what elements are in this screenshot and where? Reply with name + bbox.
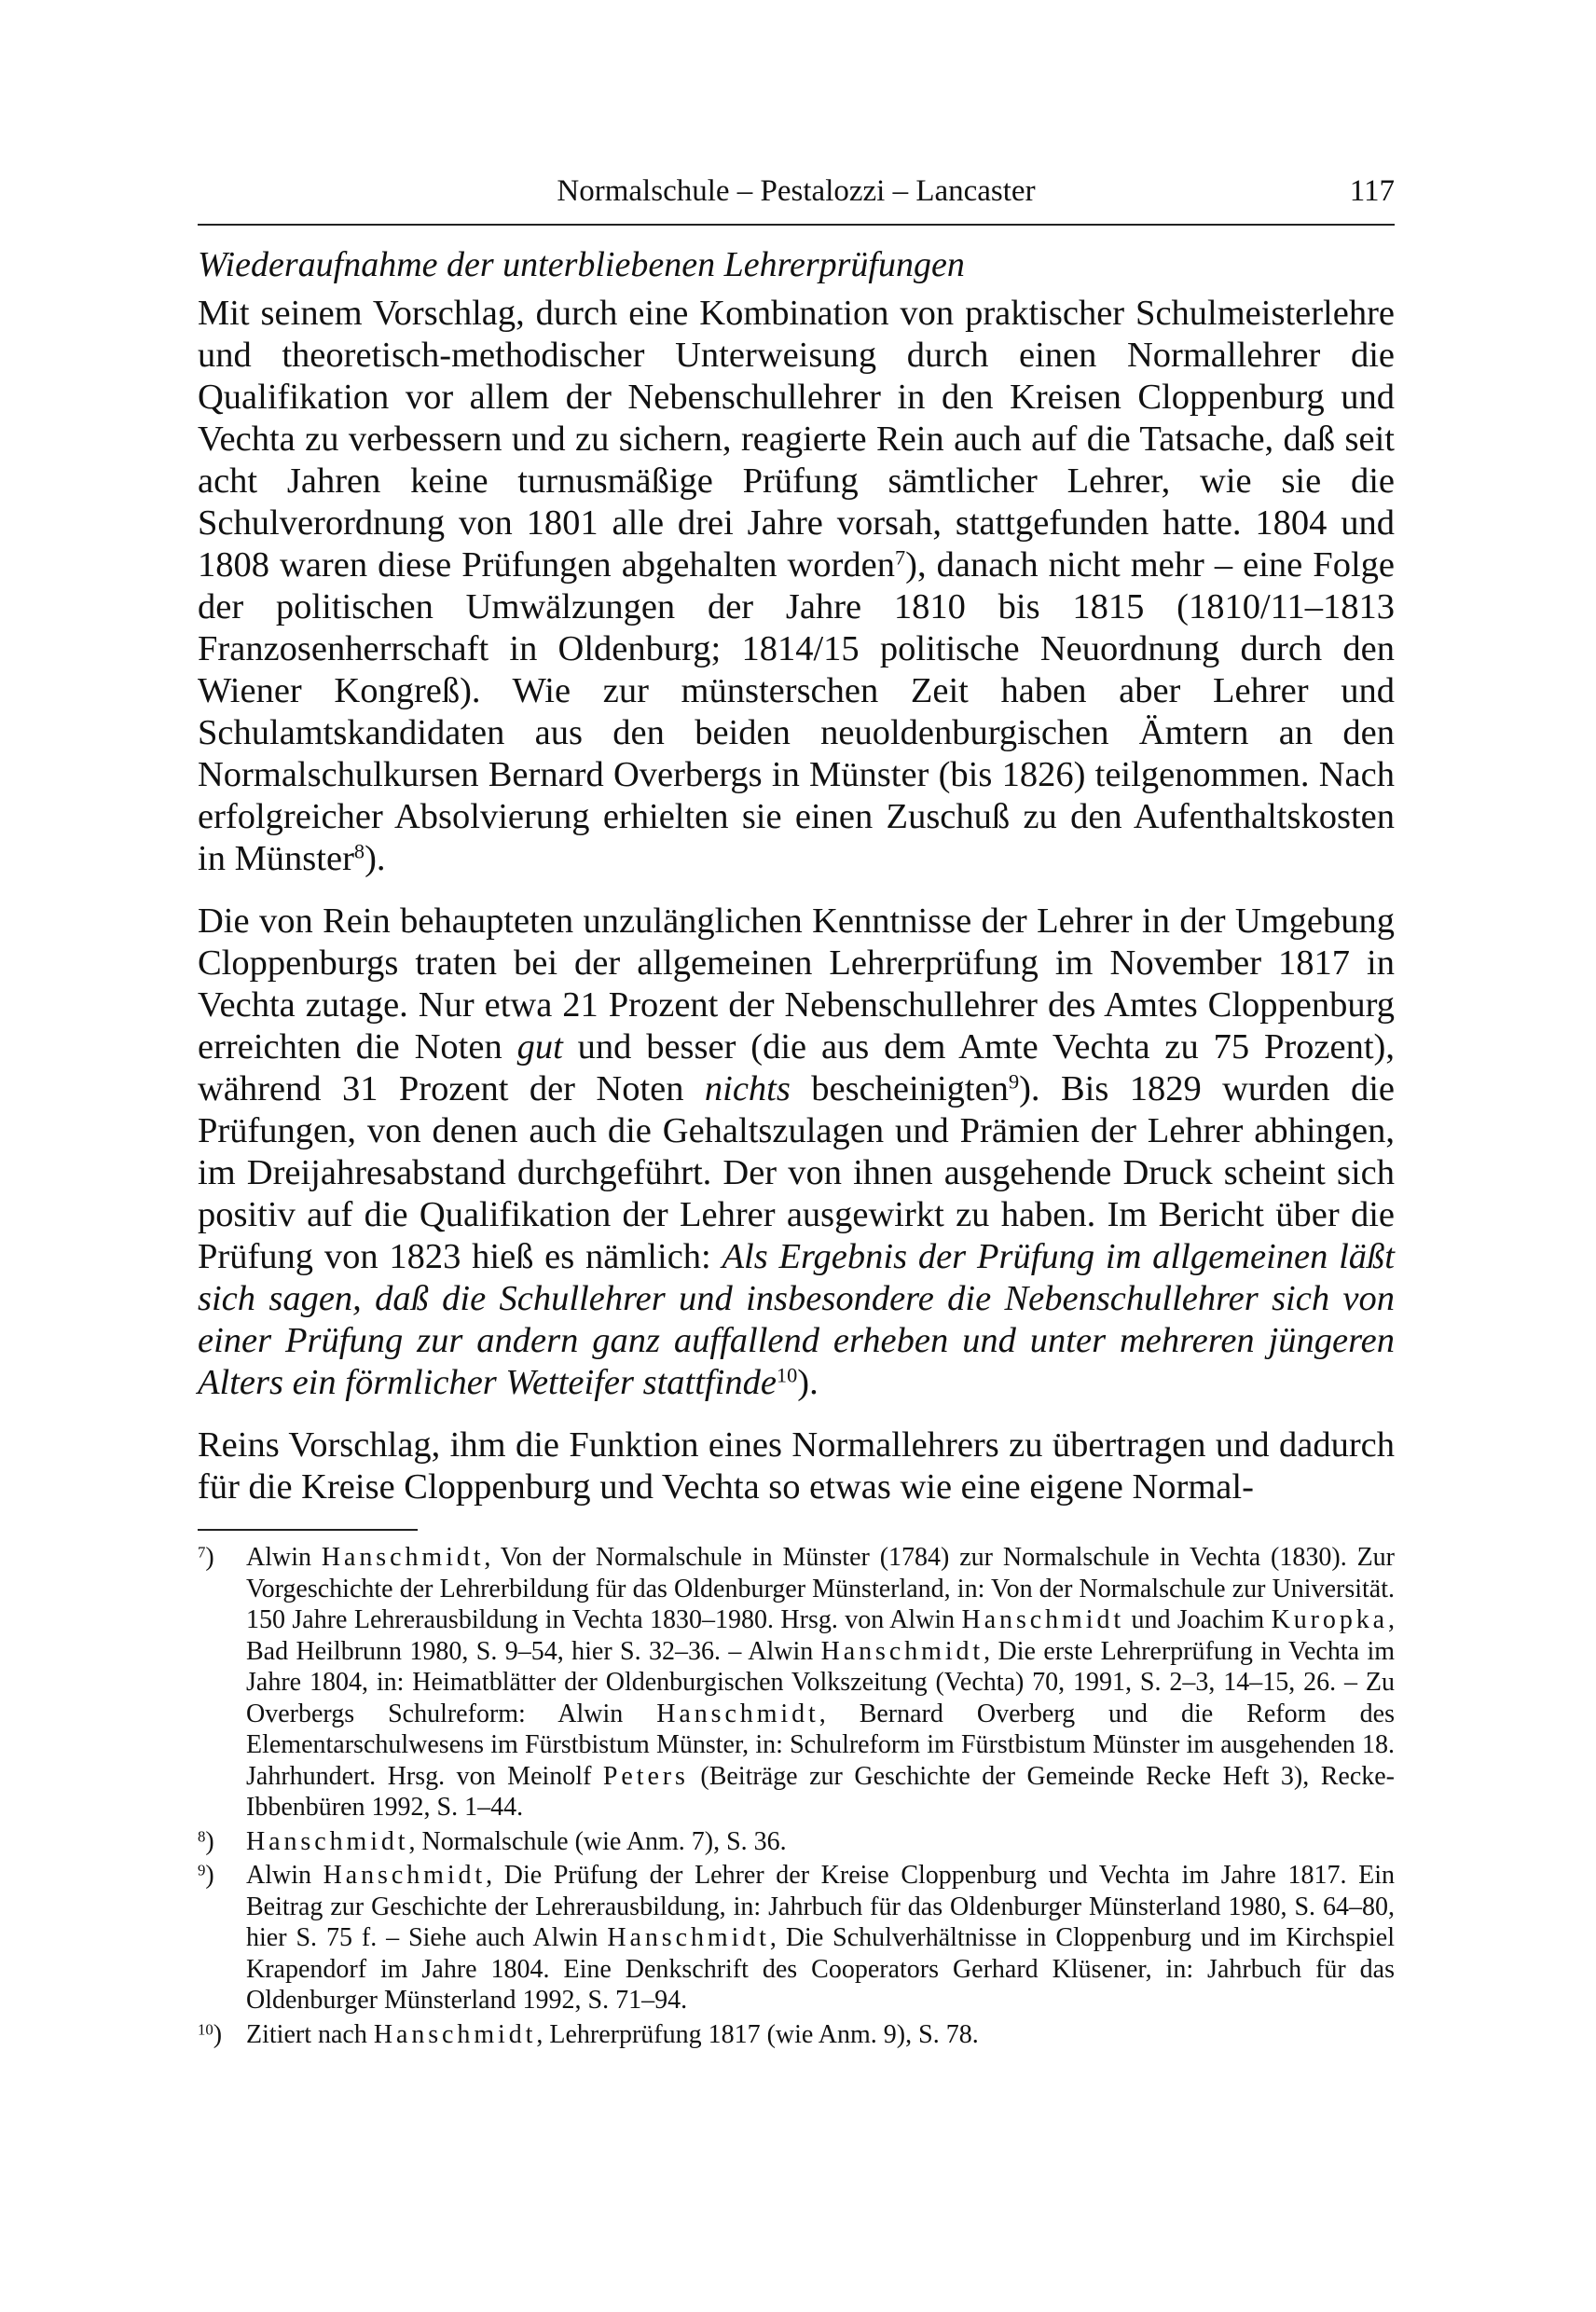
footnote-8 [198,1826,1395,1858]
text-run: Mit seinem Vorschlag, durch eine Kombination von praktischer Schulmeisterlehre und theoretisch-methodischer Unterweisung durch einen Normallehrer die Qualifikation vor allem der Nebenschullehrer in den Kreisen Cloppenburg und Vechta zu verbessern und zu sichern, reagierte Rein auch auf die Tatsache, daß seit acht Jahren keine turnusmäßige Prüfung sämtlicher Lehrer, wie sie die Schulverordnung von 1801 alle drei Jahre vorsah, stattgefunden hatte. 1804 und 1808 waren diese Prüfungen abgehalten worden [198,294,1395,585]
text-run: , Lehrerprüfung 1817 (wie Anm. 9), S. 78. [536,2019,979,2049]
footnote-marker: $^9$) [198,1861,214,1890]
author-name: Kuropka [1271,1605,1389,1634]
text-run: , Die erste Lehrerprüfung in Vechta im Jahre 1804, in: Heimatblätter der Oldenburgischen Volkszeitung (Vechta) 70, 1991, S. 2–3, 14–15, 26. – Zu Overbergs Schulreform: Alwin [246,1636,1395,1728]
text-run: ). Bis 1829 wurden die Prüfungen, von denen auch die Gehaltszulagen und Prämien der Lehrer abhingen, im Dreijahresabstand durchgeführt. Der von ihnen ausgehende Druck scheint sich positiv auf die Qualifikation der Lehrer ausgewirkt zu haben. Im Bericht über die Prüfung von 1823 hieß es nämlich: [198,1069,1395,1276]
text-run: und Joachim [1124,1605,1272,1634]
author-name: Hanschmidt [607,1923,770,1952]
main-text [198,241,1395,1508]
text-run: ). [365,839,386,878]
text-run: (Beiträge zur Geschichte der Gemeinde Recke Heft 3), Recke-Ibbenbüren 1992, S. 1–44. [246,1761,1396,1822]
author-name: Hanschmidt [820,1636,984,1666]
author-name: Hanschmidt [323,1861,487,1890]
running-head-title: Normalschule – Pestalozzi – Lancaster [557,174,1036,208]
footnote-10 [198,2019,1395,2051]
footnote-reference-7: 7 [894,545,906,570]
emphasis: nichts [704,1069,791,1108]
footnote-reference-9: 9 [1008,1069,1020,1094]
text-run: Reins Vorschlag, ihm die Funktion eines Normallehrers zu übertragen und dadurch für die Kreise Cloppenburg und Vechta so etwas wie eine eigene Normal- [198,1425,1395,1507]
text-run: ), danach nicht mehr – eine Folge der politischen Umwälzungen der Jahre 1810 bis 1815 (1810/11–1813 Franzosenherrschaft in Oldenburg; 1814/15 politische Neuordnung durch den Wiener Kongreß). Wie zur münsterschen Zeit haben aber Lehrer und Schulamtskandidaten aus den beiden neuoldenburgischen Ämtern an den Normalschulkursen Bernard Overbergs in Münster (bis 1826) teilgenommen. Nach erfolgreicher Absolvierung erhielten sie einen Zuschuß zu den Aufenthaltskosten in Münster [198,545,1395,878]
text-run: , Bad Heilbrunn 1980, S. 9–54, hier S. 32–36. – Alwin [246,1605,1396,1666]
text-run: Alwin [246,1543,322,1572]
quotation: Als Ergebnis der Prüfung im allgemeinen läßt sich sagen, daß die Schullehrer und insbesondere die Nebenschullehrer sich von einer Prüfung zur andern ganz auffallend erheben und unter mehreren jüngeren Alters ein förmlicher Wetteifer stattfinde [198,1237,1396,1402]
text-run: ). [797,1363,819,1402]
footnote-marker: $^{10}$) [198,2019,223,2049]
footnotes [198,1542,1395,2053]
author-name: Peters [602,1761,689,1791]
footnote-reference-10: 10 [776,1363,798,1387]
text-run: bescheinigten [790,1069,1009,1108]
text-run: , Bernard Overberg und die Reform des Elementarschulwesens im Fürstbistum Münster, in: Schulreform im Fürstbistum Münster im ausgehenden 18. Jahrhundert. Hrsg. von Meinolf [246,1699,1395,1791]
footnote-reference-8: 8 [353,839,365,863]
author-name: Hanschmidt [246,1826,409,1856]
footnote-9 [198,1860,1395,2016]
paragraph-2 [198,901,1395,1404]
section-heading: Wiederaufnahme der unterbliebenen Lehrerprüfungen [198,245,965,284]
author-name: Hanschmidt [321,1543,485,1572]
footnote-marker: $^7$) [198,1543,214,1572]
text-run: Zitiert nach [246,2019,374,2049]
text-run: , Von der Normalschule in Münster (1784) zur Normalschule in Vechta (1830). Zur Vorgeschichte der Lehrerbildung für das Oldenburger Münsterland, in: Von der Normalschule zur Universität. 150 Jahre Lehrerausbildung in Vechta 1830–1980. Hrsg. von Alwin [246,1543,1396,1634]
book-page [198,0,1395,2312]
author-name: Hanschmidt [373,2019,537,2049]
footnote-marker: $^8$) [198,1826,214,1856]
header-rule [198,224,1395,226]
author-name: Hanschmidt [961,1605,1125,1634]
text-run: und besser (die aus dem Amte Vechta zu 75 Prozent), während 31 Prozent der Noten [198,1027,1396,1108]
emphasis: gut [516,1027,563,1067]
text-run: Die von Rein behaupteten unzulänglichen Kenntnisse der Lehrer in der Umgebung Cloppenburgs traten bei der allgemeinen Lehrerprüfung im November 1817 in Vechta zutage. Nur etwa 21 Prozent der Nebenschullehrer des Amtes Cloppenburg erreichten die Noten [198,901,1395,1067]
paragraph-1 [198,293,1395,880]
footnote-rule [198,1529,418,1531]
paragraph-3 [198,1424,1395,1508]
running-head [198,168,1395,214]
text-run: , Die Schulverhältnisse in Cloppenburg und im Kirchspiel Krapendorf im Jahre 1804. Eine Denkschrift des Cooperators Gerhard Klüsener, in: Jahrbuch für das Oldenburger Münsterland 1992, S. 71–94. [246,1923,1395,2015]
text-run: , Die Prüfung der Lehrer der Kreise Cloppenburg und Vechta im Jahre 1817. Ein Beitrag zur Geschichte der Lehrerausbildung, in: Jahrbuch für das Oldenburger Münsterland 1980, S. 64–80, hier S. 75 f. – Siehe auch Alwin [246,1861,1395,1952]
text-run: Alwin [246,1861,323,1890]
author-name: Hanschmidt [656,1699,819,1728]
footnote-7 [198,1542,1395,1823]
text-run: , Normalschule (wie Anm. 7), S. 36. [408,1826,787,1856]
page-number: 117 [1349,174,1395,208]
